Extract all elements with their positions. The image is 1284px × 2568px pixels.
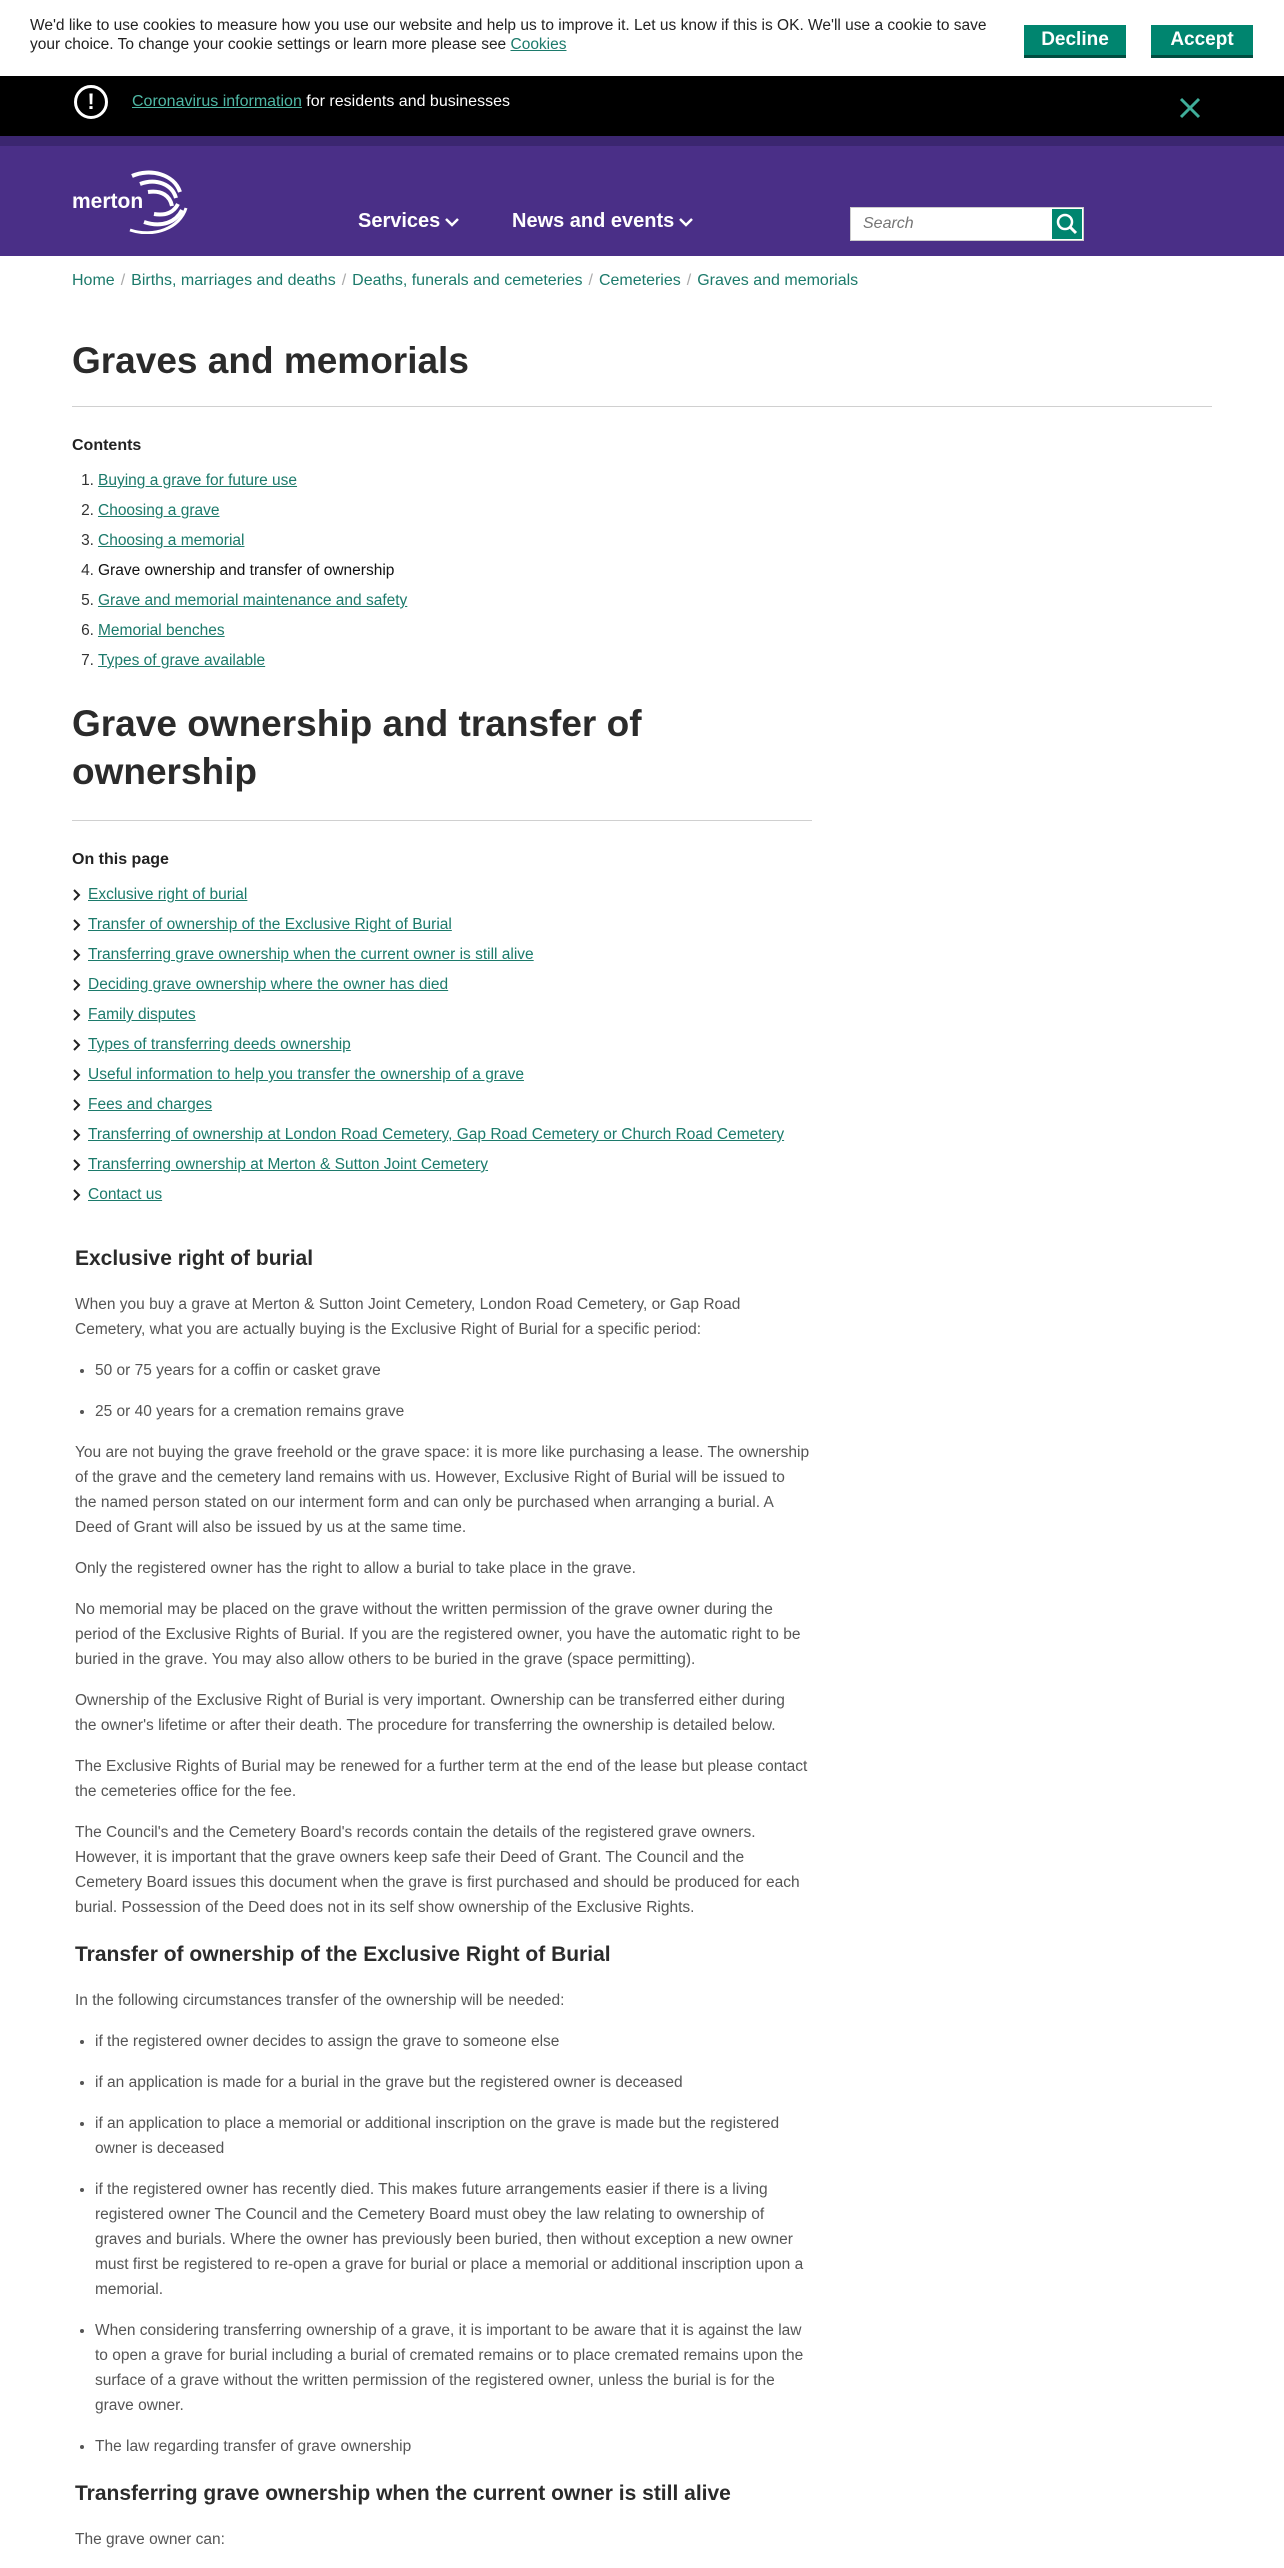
contents-number: 3. (81, 532, 94, 549)
header-top-strip (0, 136, 1284, 146)
on-this-page-item (72, 940, 784, 970)
contents-number: 6. (81, 622, 94, 639)
list-item: • if an application to place a memorial or additional inscription on the grave is made but the registered owner is deceased (95, 2111, 810, 2161)
contents-list (72, 466, 407, 676)
list-item: • if the registered owner has recently died. This makes future arrangements easier if there is a living registered owner The Council and the Cemetery Board must obey the law relating to ownership of graves and burials. Where the owner has previously been buried, then without exception a new owner must first be registered to re-open a grave for burial or place a memorial or additional inscription upon a memorial. (95, 2177, 810, 2302)
breadcrumb-separator: / (686, 272, 692, 289)
contents-number: 5. (81, 592, 94, 609)
on-this-page-item (72, 1120, 784, 1150)
bullet-list (75, 1358, 810, 1424)
contents-current-item: Grave ownership and transfer of ownership (98, 562, 395, 579)
divider (72, 406, 1212, 407)
anchor-link[interactable]: Transferring ownership at Merton & Sutton Joint Cemetery (88, 1156, 489, 1173)
close-icon[interactable] (1172, 90, 1208, 126)
breadcrumb-deaths-funerals-cemeteries[interactable]: Deaths, funerals and cemeteries (352, 272, 583, 289)
chevron-right-icon (72, 1069, 88, 1081)
on-this-page-item (72, 1060, 784, 1090)
breadcrumb (72, 272, 858, 290)
search-input[interactable] (851, 208, 1051, 240)
chevron-right-icon (72, 1099, 88, 1111)
chevron-right-icon (72, 949, 88, 961)
paragraph: Only the registered owner has the right to allow a burial to take place in the grave. (75, 1560, 636, 1577)
chevron-right-icon (72, 1009, 88, 1021)
site-header (0, 136, 1284, 256)
chevron-down-icon (444, 216, 460, 228)
list-item: • 50 or 75 years for a coffin or casket grave (95, 1358, 810, 1383)
contents-link-benches[interactable]: Memorial benches (98, 622, 225, 639)
anchor-link[interactable]: Transferring grave ownership when the current owner is still alive (88, 946, 534, 963)
breadcrumb-births-marriages-deaths[interactable]: Births, marriages and deaths (131, 272, 336, 289)
anchor-link[interactable]: Transferring of ownership at London Road Cemetery, Gap Road Cemetery or Church Road Cemetery (88, 1126, 785, 1143)
merton-logo[interactable] (70, 162, 190, 234)
contents-number: 7. (81, 652, 94, 669)
paragraph: The Exclusive Rights of Burial may be renewed for a further term at the end of the lease but please contact the cemeteries office for the fee. (75, 1758, 808, 1800)
coronavirus-link[interactable]: Coronavirus information (132, 93, 302, 110)
paragraph: When you buy a grave at Merton & Sutton Joint Cemetery, London Road Cemetery, or Gap Road Cemetery, what you are actually buying is the Exclusive Right of Burial for a specific period: (75, 1296, 741, 1338)
section-title: Grave ownership and transfer of ownership (72, 703, 642, 792)
contents-item (72, 556, 407, 586)
heading-exclusive-right: Exclusive right of burial (75, 1247, 314, 1270)
anchor-link[interactable]: Exclusive right of burial (88, 886, 248, 903)
contents-item (72, 586, 407, 616)
anchor-link[interactable]: Fees and charges (88, 1096, 213, 1113)
cookies-link[interactable]: Cookies (510, 36, 567, 53)
heading-owner-alive: Transferring grave ownership when the current owner is still alive (75, 2482, 731, 2505)
chevron-right-icon (72, 919, 88, 931)
coronavirus-banner (0, 76, 1284, 136)
list-item: • 25 or 40 years for a cremation remains grave (95, 1399, 810, 1424)
contents-item (72, 466, 407, 496)
search-icon (1052, 209, 1082, 239)
cookie-banner (0, 0, 1284, 76)
on-this-page-item (72, 1180, 784, 1210)
paragraph: Ownership of the Exclusive Right of Burial is very important. Ownership can be transferred either during the owner's lifetime or after their death. The procedure for transferring the ownership is detailed below. (75, 1692, 785, 1734)
on-this-page-heading: On this page (72, 851, 169, 868)
chevron-right-icon (72, 1039, 88, 1051)
on-this-page-item (72, 970, 784, 1000)
paragraph: You are not buying the grave freehold or the grave space: it is more like purchasing a lease. The ownership of the grave and the cemetery land remains with us. However, Exclusive Right of Burial will be issued to the named person stated on our interment form and can only be purchased when arranging a burial. A Deed of Grant will also be issued by us at the same time. (75, 1444, 810, 1536)
anchor-link[interactable]: Transfer of ownership of the Exclusive Right of Burial (88, 916, 452, 933)
search-button[interactable] (1052, 209, 1082, 239)
anchor-link[interactable]: Contact us (88, 1186, 163, 1203)
anchor-link[interactable]: Types of transferring deeds ownership (88, 1036, 351, 1053)
breadcrumb-separator: / (341, 272, 347, 289)
contents-number: 1. (81, 472, 94, 489)
cookie-message (30, 16, 1000, 54)
list-item: • if the registered owner decides to assign the grave to someone else (95, 2029, 810, 2054)
search-box (850, 207, 1084, 241)
contents-link-choosing-grave[interactable]: Choosing a grave (98, 502, 220, 519)
accept-button[interactable]: Accept (1151, 25, 1253, 58)
contents-item (72, 526, 407, 556)
list-item: • if an application is made for a burial in the grave but the registered owner is deceased (95, 2070, 810, 2095)
nav-news-label: News and events (512, 210, 675, 232)
list-item: • When considering transferring ownership of a grave, it is important to be aware that it is against the law to open a grave for burial including a burial of cremated remains or to place cremated remains upon the surface of a grave without the written permission of the registered owner, unless the burial is for the grave owner. (95, 2318, 810, 2418)
breadcrumb-cemeteries[interactable]: Cemeteries (598, 272, 681, 289)
chevron-down-icon (678, 216, 694, 228)
breadcrumb-separator: / (120, 272, 126, 289)
on-this-page-item (72, 1000, 784, 1030)
on-this-page-item (72, 1030, 784, 1060)
paragraph: No memorial may be placed on the grave without the written permission of the grave owner during the period of the Exclusive Rights of Burial. If you are the registered owner, you have the automatic right to be buried in the grave. You may also allow others to be buried in the grave (space permitting). (75, 1601, 801, 1668)
page-title: Graves and memorials (72, 340, 469, 381)
anchor-link[interactable]: Family disputes (88, 1006, 196, 1023)
contents-number: 4. (81, 562, 94, 579)
contents-heading: Contents (72, 437, 142, 454)
breadcrumb-home[interactable]: Home (72, 272, 115, 289)
paragraph: The grave owner can: (75, 2531, 225, 2548)
decline-button[interactable]: Decline (1024, 25, 1126, 58)
cookie-message-text: We'd like to use cookies to measure how you use our website and help us to improve it. Let us know if this is OK. We'll use a cookie to save your choice. To change your cookie settings or learn more please see (30, 17, 987, 53)
contents-item (72, 496, 407, 526)
on-this-page-item (72, 880, 784, 910)
coronavirus-message (132, 93, 510, 111)
coronavirus-text: for residents and businesses (301, 93, 510, 110)
paragraph: In the following circumstances transfer of the ownership will be needed: (75, 1992, 565, 2009)
heading-transfer-ownership: Transfer of ownership of the Exclusive Right of Burial (75, 1943, 611, 1966)
chevron-right-icon (72, 979, 88, 991)
list-item: • The law regarding transfer of grave ownership (95, 2434, 810, 2459)
alert-icon: ! (74, 85, 108, 119)
paragraph: The Council's and the Cemetery Board's records contain the details of the registered grave owners. However, it is important that the grave owners keep safe their Deed of Grant. The Council and the Cemetery Board issues this document when the grave is first purchased and should be produced for each burial. Possession of the Deed does not in its self show ownership of the Exclusive Rights. (75, 1824, 800, 1916)
logo-text: merton (72, 190, 144, 213)
chevron-right-icon (72, 1189, 88, 1201)
chevron-right-icon (72, 1129, 88, 1141)
nav-services-label: Services (358, 210, 441, 232)
chevron-right-icon (72, 1159, 88, 1171)
anchor-link[interactable]: Useful information to help you transfer the ownership of a grave (88, 1066, 524, 1083)
contents-item (72, 616, 407, 646)
divider (72, 820, 812, 821)
contents-item (72, 646, 407, 676)
nav-services[interactable] (358, 210, 460, 233)
on-this-page-item (72, 1090, 784, 1120)
on-this-page-item (72, 1150, 784, 1180)
chevron-right-icon (72, 889, 88, 901)
on-this-page-list (72, 880, 784, 1210)
contents-number: 2. (81, 502, 94, 519)
anchor-link[interactable]: Deciding grave ownership where the owner has died (88, 976, 449, 993)
contents-link-types[interactable]: Types of grave available (98, 652, 266, 669)
bullet-list (75, 2029, 810, 2459)
nav-news-and-events[interactable] (512, 210, 694, 233)
on-this-page-item (72, 910, 784, 940)
contents-link-choosing-memorial[interactable]: Choosing a memorial (98, 532, 245, 549)
contents-link-buying-grave[interactable]: Buying a grave for future use (98, 472, 298, 489)
contents-link-maintenance[interactable]: Grave and memorial maintenance and safety (98, 592, 408, 609)
main-content (75, 1244, 810, 2568)
breadcrumb-separator: / (588, 272, 593, 289)
breadcrumb-graves-memorials[interactable]: Graves and memorials (697, 272, 859, 289)
